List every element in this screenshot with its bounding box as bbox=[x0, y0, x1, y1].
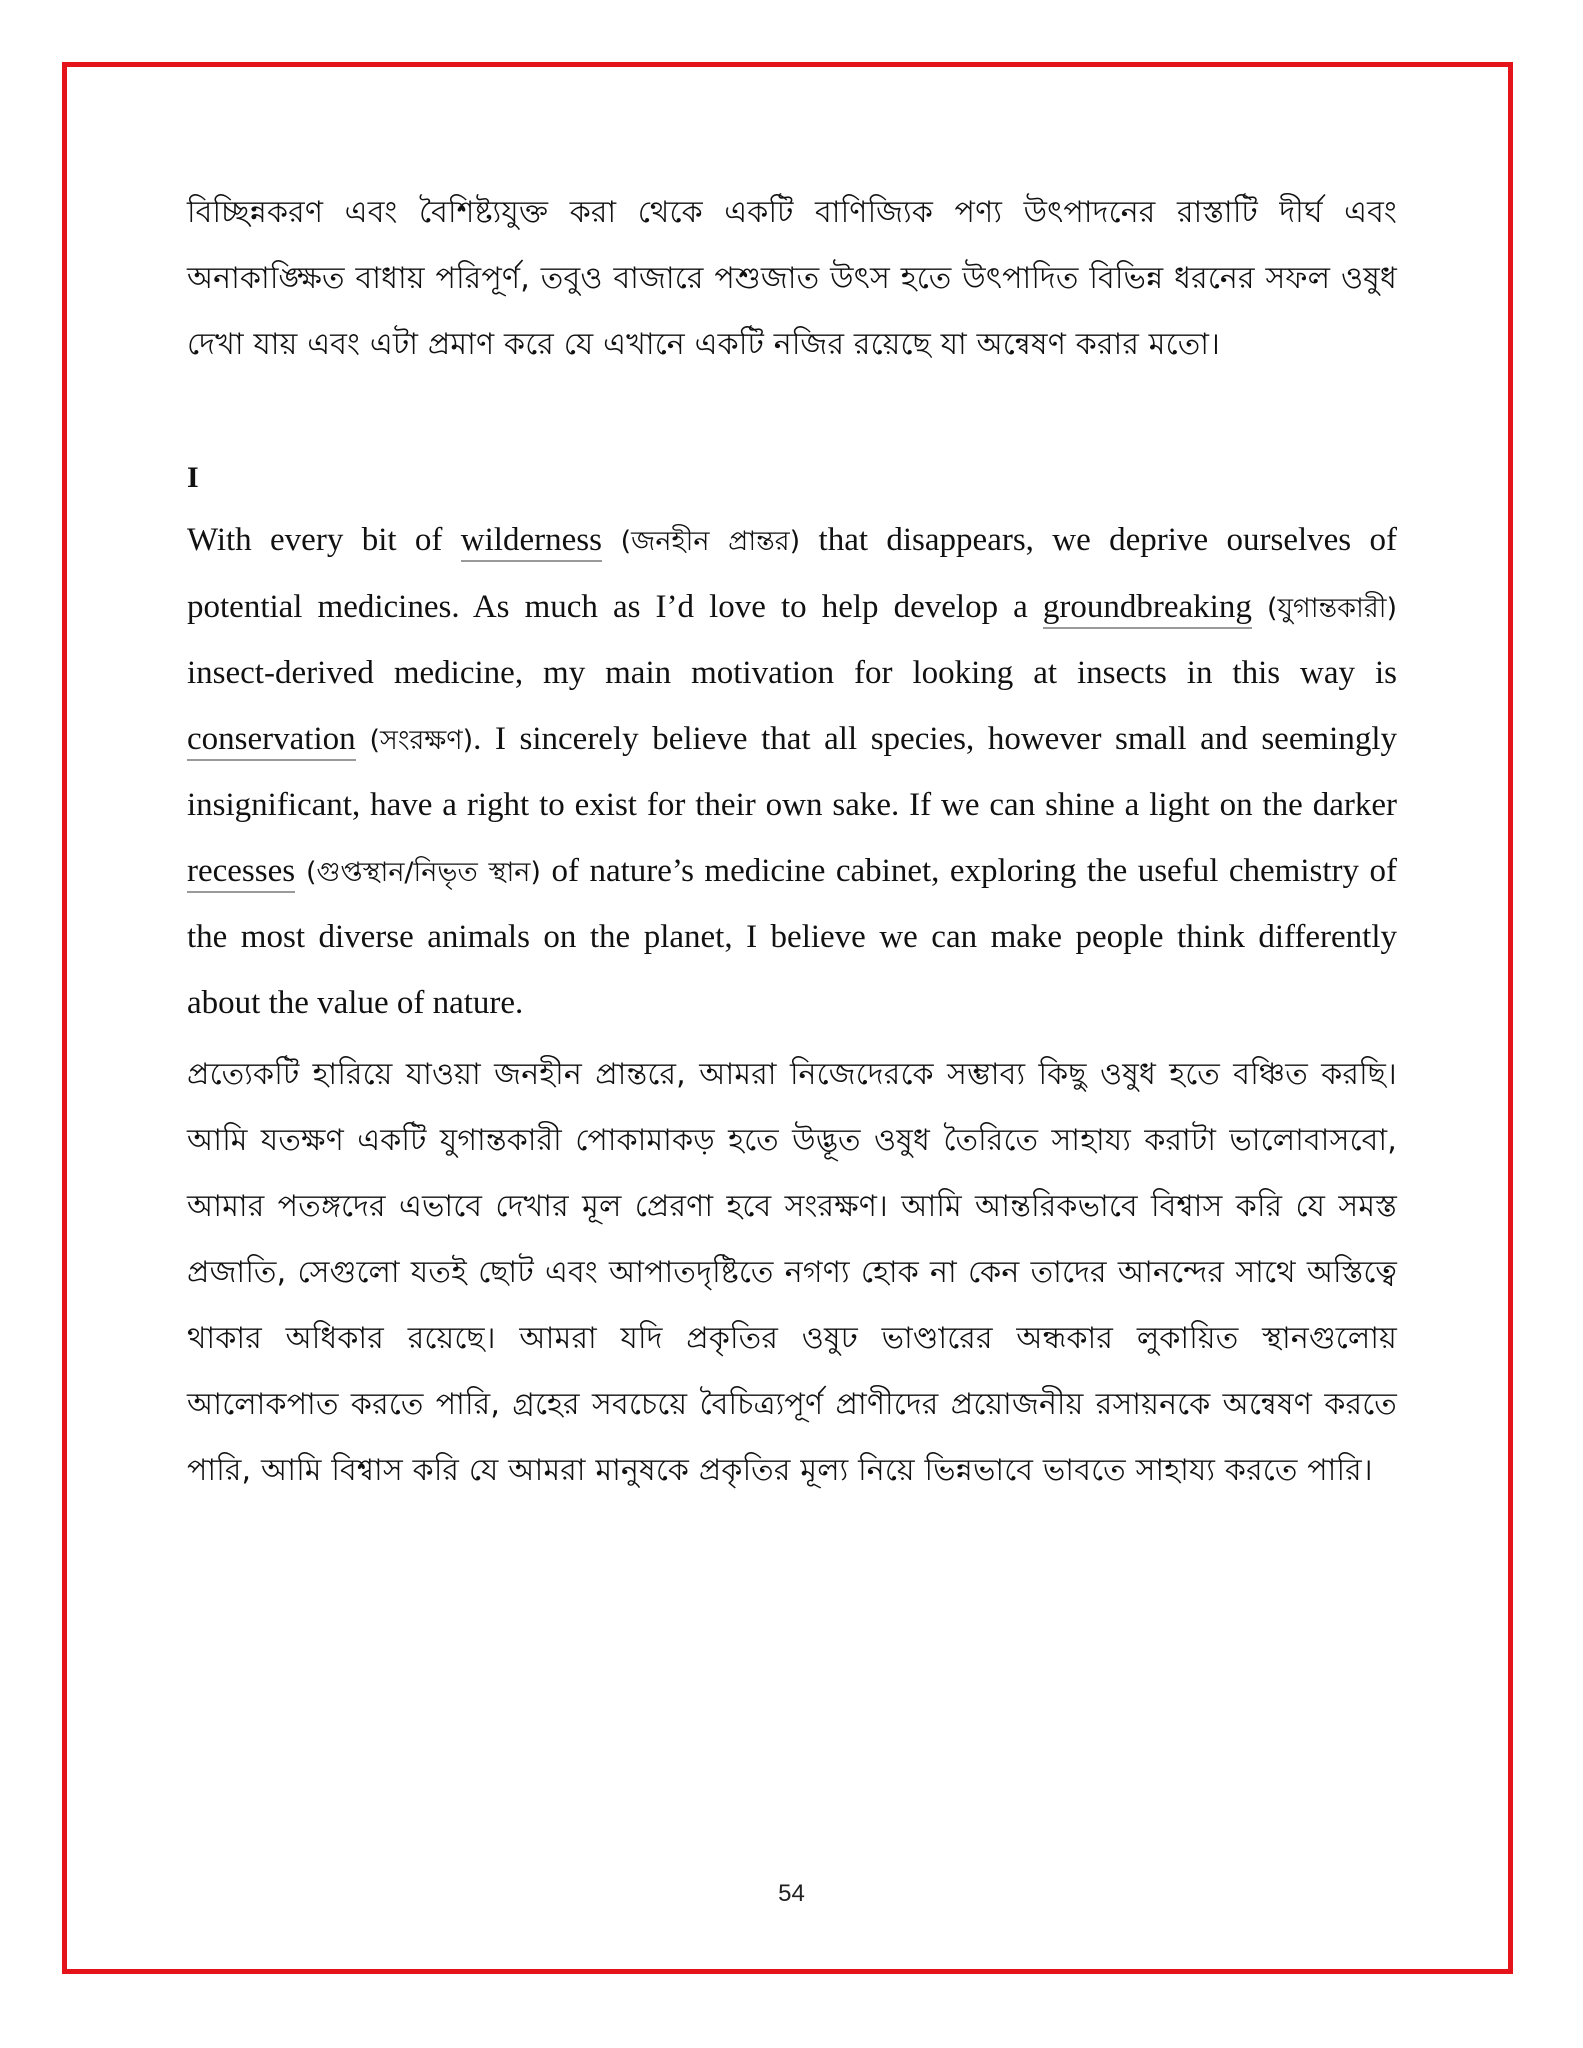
english-paragraph bbox=[187, 508, 1397, 1036]
top-paragraph-bengali: বিচ্ছিন্নকরণ এবং বৈশিষ্ট্যযুক্ত করা থেকে একটি বাণিজ্যিক পণ্য উৎপাদনের রাস্তাটি দীর্ঘ এবং অনাকাঙ্ক্ষিত বাধায় পরিপূর্ণ, তবুও বাজারে পশুজাত উৎস হতে উৎপাদিত বিভিন্ন ধরনের সফল ওষুধ দেখা যায় এবং এটা প্রমাণ করে যে এখানে একটি নজির রয়েছে যা অন্বেষণ করার মতো। bbox=[187, 195, 1397, 362]
page-content bbox=[187, 180, 1397, 1504]
english-text-3: insect-derived medicine, my main motivation for looking at insects in this way is bbox=[187, 655, 1397, 691]
bengali-translation-paragraph: প্রত্যেকটি হারিয়ে যাওয়া জনহীন প্রান্তরে, আমরা নিজেদেরকে সম্ভাব্য কিছু ওষুধ হতে বঞ্চিত করছি। আমি যতক্ষণ একটি যুগান্তকারী পোকামাকড় হতে উদ্ভূত ওষুধ তৈরিতে সাহায্য করাটা ভালোবাসবো, আমার পতঙ্গদের এভাবে দেখার মূল প্রেরণা হবে সংরক্ষণ। আমি আন্তরিকভাবে বিশ্বাস করি যে সমস্ত প্রজাতি, সেগুলো যতই ছোট এবং আপাতদৃষ্টিতে নগণ্য হোক না কেন তাদের আনন্দের সাথে অস্তিত্বে থাকার অধিকার রয়েছে। আমরা যদি প্রকৃতির ওষুঢ ভাণ্ডারের অন্ধকার লুকায়িত স্থানগুলোয় আলোকপাত করতে পারি, গ্রহের সবচেয়ে বৈচিত্র্যপূর্ণ প্রাণীদের প্রয়োজনীয় রসায়নকে অন্বেষণ করতে পারি, আমি বিশ্বাস করি যে আমরা মানুষকে প্রকৃতির মূল্য নিয়ে ভিন্নভাবে ভাবতে সাহায্য করতে পারি। bbox=[187, 1057, 1397, 1488]
english-text-5: of nature’s medicine cabinet, exploring the useful chemistry of the most diverse animals on the planet, I believe we can make people think differently about the value of nature. bbox=[187, 852, 1397, 1021]
english-text-2: that disappears, we deprive ourselves of potential medicines. As much as I’d love to help develop a bbox=[187, 522, 1397, 625]
vocab-word-conservation: conservation bbox=[187, 721, 356, 761]
vocab-word-wilderness: wilderness bbox=[461, 522, 602, 562]
english-text-4: . I sincerely believe that all species, however small and seemingly insignificant, have a right to exist for their own sake. If we can shine a light on the darker bbox=[187, 720, 1397, 823]
vocab-word-groundbreaking: groundbreaking bbox=[1043, 589, 1252, 629]
section-marker: I bbox=[187, 461, 199, 494]
gloss-recesses: (গুপ্তস্থান/নিভৃত স্থান) bbox=[295, 856, 541, 888]
english-text-1: With every bit of bbox=[187, 522, 461, 558]
vocab-word-recesses: recesses bbox=[187, 853, 295, 893]
page-number: 54 bbox=[778, 1880, 805, 1907]
gloss-conservation: (সংরক্ষণ) bbox=[355, 724, 474, 756]
gloss-wilderness: (জনহীন প্রান্তর) bbox=[601, 526, 801, 557]
gloss-groundbreaking: (যুগান্তকারী) bbox=[1266, 592, 1397, 624]
